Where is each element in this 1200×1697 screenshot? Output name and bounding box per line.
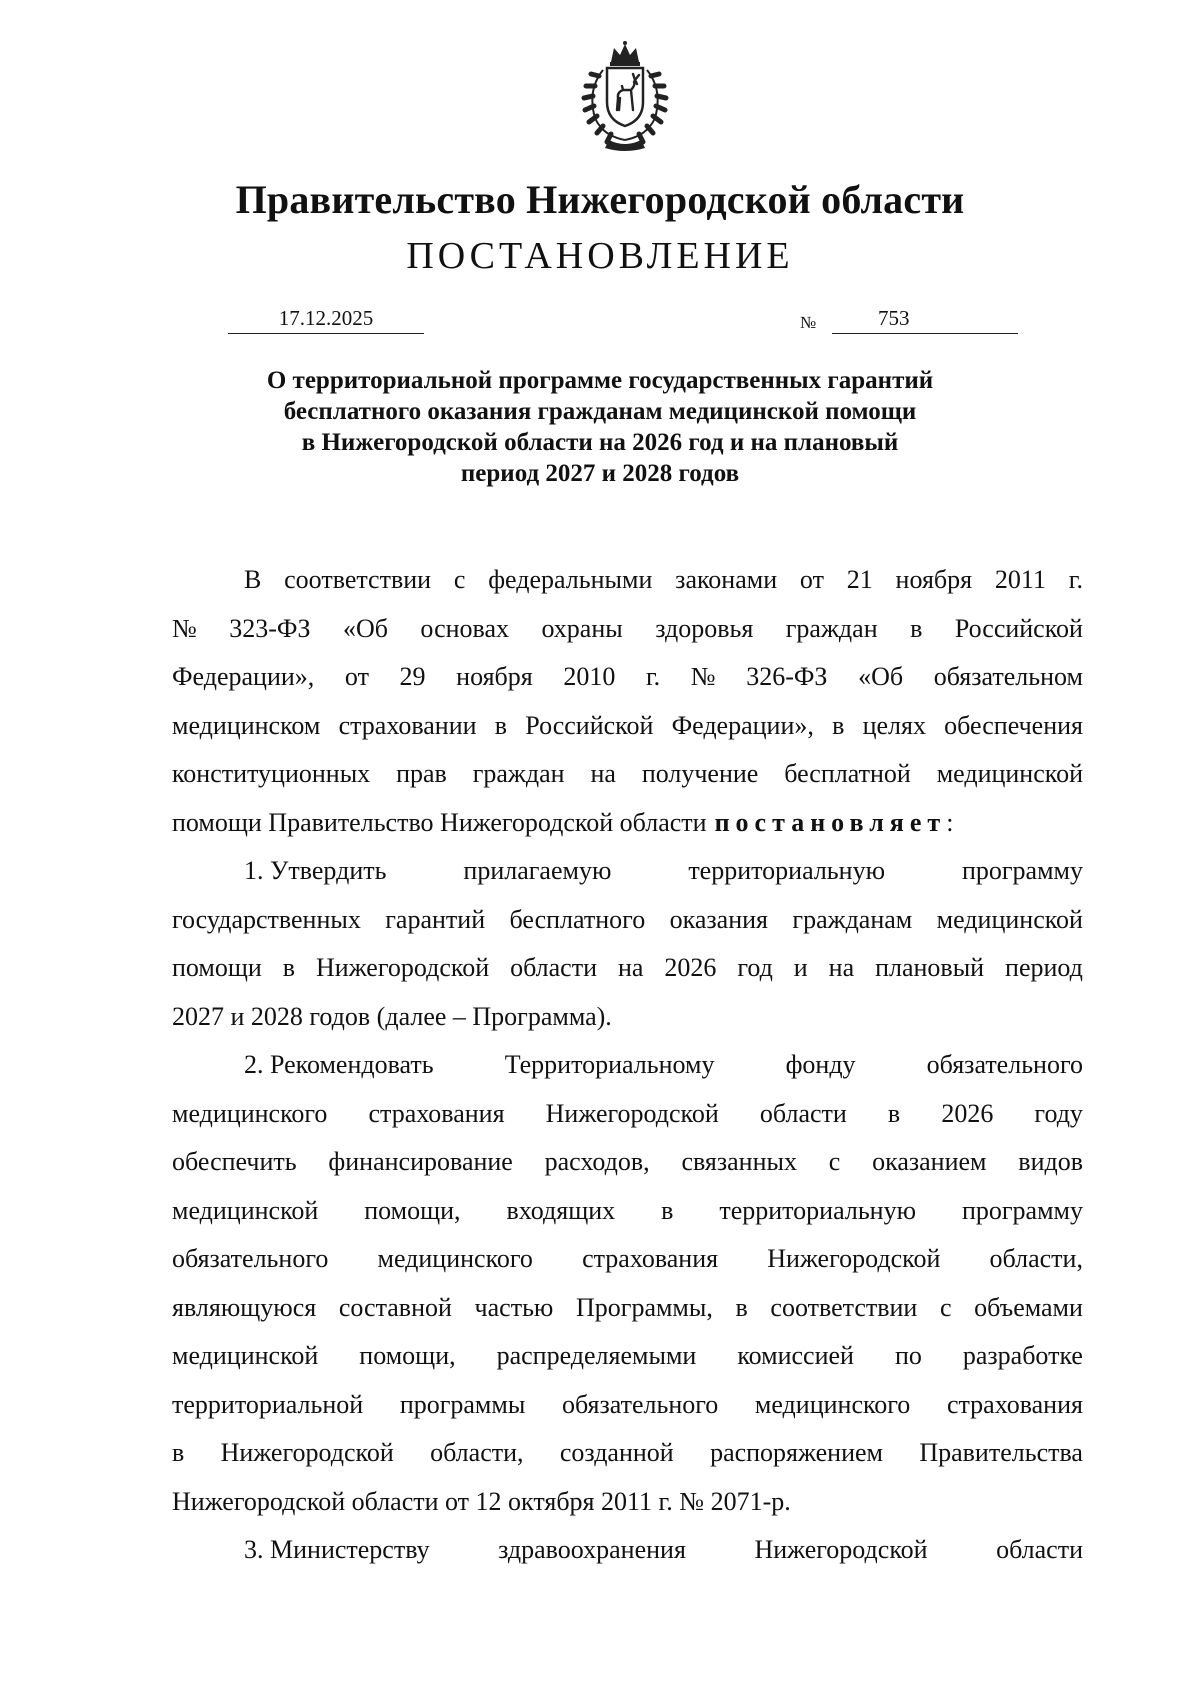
decree-colon: : [946, 807, 954, 837]
body-word: по [894, 1341, 922, 1370]
body-word: гарантий [385, 904, 486, 934]
body-word: охраны [541, 613, 623, 643]
body-line [172, 653, 1083, 702]
body-word: Нижегородской [754, 1535, 928, 1564]
body-word: области, [989, 1244, 1083, 1273]
body-word: страхования [368, 1098, 505, 1128]
body-word: в [172, 1438, 185, 1467]
body-line [172, 1332, 1083, 1381]
body-word: 2026 [941, 1098, 994, 1128]
body-word: ноября [456, 662, 533, 691]
body-word: здравоохранения [498, 1535, 686, 1564]
organization-title: Правительство Нижегородской области [235, 177, 965, 222]
subject-line: период 2027 и 2028 годов [460, 460, 740, 487]
body-word: с [453, 565, 466, 594]
body-word: бесплатной [784, 759, 911, 788]
document-body [172, 556, 1083, 1575]
body-word: 21 [846, 565, 873, 594]
body-word: частью [474, 1292, 554, 1322]
body-word: ноября [895, 565, 973, 594]
body-word: здоровья [655, 613, 754, 643]
body-line [172, 847, 1083, 896]
body-word: территориальную [688, 856, 886, 885]
body-word: оказанием [872, 1147, 987, 1176]
subject-line: в Нижегородской области на 2026 год и на плановый [301, 429, 899, 456]
body-word: Территориальному [504, 1050, 715, 1079]
body-line [172, 944, 1083, 993]
body-word: в [735, 1292, 748, 1322]
body-word: плановый [875, 953, 985, 982]
body-word: медицинской [936, 759, 1083, 788]
body-word: объемами [974, 1292, 1083, 1322]
body-word: страховании [338, 710, 477, 740]
document-number: 753 [878, 306, 910, 330]
body-line [172, 1526, 1083, 1575]
body-word: «Об [342, 613, 388, 643]
body-word: прилагаемую [463, 856, 612, 885]
body-word: 2026 [664, 953, 717, 982]
body-word: страхования [946, 1389, 1083, 1419]
body-word: соответствии [284, 565, 432, 594]
body-word: Правительства [919, 1438, 1083, 1467]
body-word: являющуюся [172, 1292, 317, 1322]
body-word: Федерации», [671, 710, 814, 740]
body-word: период [1005, 953, 1083, 982]
body-word: В [244, 565, 262, 594]
body-word: 2011 [994, 565, 1046, 594]
body-word: на [617, 953, 644, 982]
body-word: от [344, 662, 369, 691]
body-word: области, [430, 1438, 524, 1467]
body-word: 3. Министерству [244, 1535, 430, 1564]
body-line [172, 702, 1083, 751]
body-word: с [828, 1147, 841, 1176]
body-word: законами [675, 565, 778, 594]
body-word: граждан [472, 759, 565, 788]
body-word: программы [399, 1389, 526, 1419]
body-word: финансирование [328, 1147, 513, 1176]
body-word: бесплатного [509, 904, 646, 934]
body-word: помощи, [364, 1195, 461, 1225]
body-word: граждан [785, 613, 878, 643]
body-word: области [759, 1098, 847, 1128]
body-word: Нижегородской [767, 1244, 941, 1273]
document-date: 17.12.2025 [228, 306, 424, 334]
body-word: государственных [172, 904, 361, 934]
body-line [172, 1478, 1083, 1527]
body-word: комиссией [737, 1341, 854, 1370]
body-word: Нижегородской [316, 953, 490, 982]
body-word: Российской [525, 710, 654, 740]
body-word: территориальную [719, 1195, 917, 1225]
body-word: обязательного [926, 1050, 1083, 1079]
body-word: Программы, [576, 1292, 713, 1322]
body-word: оказания [669, 904, 768, 934]
body-word: обязательном [933, 662, 1083, 691]
body-word: Нижегородской [545, 1098, 719, 1128]
body-word: 323-ФЗ [229, 613, 311, 643]
body-word: 29 [399, 662, 426, 691]
body-word: созданной [559, 1438, 674, 1467]
subject-line: О территориальной программе государственных гарантий [266, 367, 934, 394]
body-word: медицинской [172, 1195, 319, 1225]
body-word: расходов, [544, 1147, 650, 1176]
body-word: обязательного [172, 1244, 329, 1273]
body-line [172, 605, 1083, 654]
body-word: помощи [172, 953, 262, 982]
body-line [172, 1429, 1083, 1478]
body-word: помощи, [359, 1341, 456, 1370]
document-type: ПОСТАНОВЛЕНИЕ [406, 235, 794, 277]
body-word: и [793, 953, 808, 982]
body-word: видов [1018, 1147, 1083, 1176]
body-word: программу [961, 1195, 1083, 1225]
body-word: обеспечить [172, 1147, 297, 1176]
body-word: № [172, 613, 197, 643]
body-word: 2. Рекомендовать [244, 1050, 434, 1079]
body-line [172, 1138, 1083, 1187]
body-word: в [832, 710, 845, 740]
body-word: медицинской [172, 1341, 319, 1370]
body-line [172, 1187, 1083, 1236]
subject-line: бесплатного оказания гражданам медицинской помощи [283, 398, 917, 425]
body-word: фонду [785, 1050, 856, 1079]
body-word: г. [1068, 565, 1083, 594]
body-word: территориальной [172, 1389, 364, 1419]
body-word: медицинского [377, 1244, 533, 1273]
body-line [172, 1090, 1083, 1139]
body-word: соответствии [770, 1292, 918, 1322]
body-word: 2027 и 2028 годов (далее – Программа). [172, 1001, 612, 1031]
body-word: от [799, 565, 824, 594]
body-word: «Об [858, 662, 904, 691]
coat-of-arms-emblem [573, 40, 677, 152]
body-word: связанных [681, 1147, 797, 1176]
body-line [172, 1235, 1083, 1284]
body-word: гражданам [792, 904, 913, 934]
body-word: в [887, 1098, 901, 1128]
document-subject [200, 365, 1000, 489]
body-word: Федерации», [172, 662, 315, 691]
body-word: № [690, 662, 716, 691]
body-word: входящих [506, 1195, 616, 1225]
body-line [172, 556, 1083, 605]
body-line [172, 1041, 1083, 1090]
body-word: составной [338, 1292, 452, 1322]
body-word: в [494, 710, 508, 740]
body-word: медицинском [172, 710, 321, 740]
body-word: программу [961, 856, 1083, 885]
body-word: обеспечения [944, 710, 1083, 740]
body-line [172, 1381, 1083, 1430]
body-line [172, 993, 1083, 1042]
body-word: обязательного [561, 1389, 719, 1419]
body-word: Нижегородской области от 12 октября 2011 г. № 2071-р. [172, 1486, 791, 1516]
body-word: медицинского [754, 1389, 911, 1419]
decree-word: постановляет [714, 807, 947, 837]
body-word: распределяемыми [496, 1341, 697, 1370]
body-word: Российской [954, 613, 1083, 643]
body-line [172, 799, 1083, 848]
body-word: помощи Правительство Нижегородской области [172, 807, 707, 837]
body-word: страхования [582, 1244, 719, 1273]
body-word: в [910, 613, 923, 643]
body-word: целях [862, 710, 926, 740]
body-word: основах [420, 613, 509, 643]
body-word: в [282, 953, 296, 982]
body-word: федеральными [488, 565, 653, 594]
body-word: 326-ФЗ [746, 662, 828, 691]
body-word: на [828, 953, 855, 982]
body-word: получение [641, 759, 759, 788]
body-word: г. [645, 662, 661, 691]
body-line [172, 896, 1083, 945]
body-word: распоряжением [710, 1438, 883, 1467]
body-word: медицинской [936, 904, 1083, 934]
body-word: год [737, 953, 773, 982]
body-word: с [939, 1292, 952, 1322]
body-word: области [510, 953, 597, 982]
body-word: медицинского [172, 1098, 328, 1128]
body-word: прав [396, 759, 447, 788]
body-word: году [1034, 1098, 1083, 1128]
body-word: 2010 [563, 662, 616, 691]
body-word: в [661, 1195, 674, 1225]
body-word: разработке [962, 1341, 1083, 1370]
body-word: области [996, 1535, 1083, 1564]
number-sign: № [800, 313, 817, 332]
body-word: на [590, 759, 616, 788]
body-line [172, 1284, 1083, 1333]
document-number-field [832, 306, 1018, 334]
body-line [172, 750, 1083, 799]
body-word: Нижегородской [220, 1438, 394, 1467]
body-word: 1. Утвердить [244, 856, 387, 885]
body-word: конституционных [172, 759, 371, 788]
